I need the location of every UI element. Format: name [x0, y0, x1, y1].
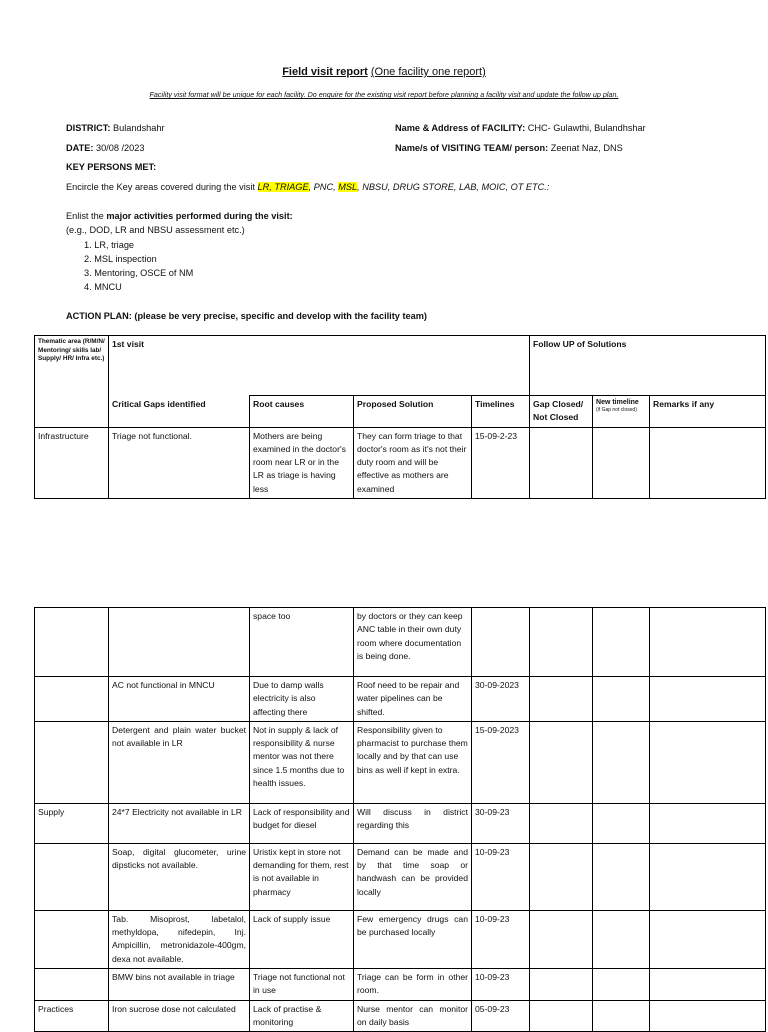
remarks-cell: [650, 910, 766, 968]
title-bold: Field visit report: [282, 66, 368, 78]
thematic-area-cell: [35, 721, 109, 803]
column-header-gaps: Critical Gaps identified: [109, 396, 250, 428]
thematic-area-cell: [35, 969, 109, 1001]
action-plan-heading: ACTION PLAN: (please be very precise, specific and develop with the facility team): [66, 311, 427, 321]
activities-bold: major activities performed during the visit:: [106, 211, 293, 221]
gap-closed-cell: [530, 803, 593, 843]
column-header-timelines: Timelines: [472, 396, 530, 428]
action-plan-table: [34, 335, 766, 499]
new-timeline-cell: [593, 608, 650, 677]
new-timeline-note: (if Gap not closed): [596, 407, 637, 413]
gap-cell: Triage not functional.: [109, 427, 250, 498]
remarks-cell: [650, 1000, 766, 1032]
timeline-cell: 30-09-23: [472, 803, 530, 843]
cause-cell: Triage not functional not in use: [250, 969, 354, 1001]
gap-cell: AC not functional in MNCU: [109, 677, 250, 722]
timeline-cell: [472, 608, 530, 677]
table-row: [35, 910, 766, 968]
activity-item: 1. LR, triage: [84, 240, 135, 250]
column-header-remarks: Remarks if any: [650, 396, 766, 428]
team-label: Name/s of VISITING TEAM/ person:: [395, 143, 549, 153]
team-line: [395, 143, 623, 153]
remarks-cell: [650, 803, 766, 843]
thematic-area-cell: [35, 843, 109, 910]
date-line: [66, 143, 145, 153]
gap-closed-cell: [530, 910, 593, 968]
column-header-gap-closed: Gap Closed/ Not Closed: [530, 396, 593, 428]
facility-label: Name & Address of FACILITY:: [395, 123, 526, 133]
district-line: [66, 123, 165, 133]
remarks-cell: [650, 677, 766, 722]
cause-cell: space too: [250, 608, 354, 677]
solution-cell: Will discuss in district regarding this: [354, 803, 472, 843]
timeline-cell: 10-09-23: [472, 910, 530, 968]
thematic-area-cell: Infrastructure: [35, 427, 109, 498]
key-area-msl: MSL: [338, 182, 358, 192]
table-row: [35, 843, 766, 910]
activities-prefix: Enlist the: [66, 211, 104, 221]
solution-cell: Roof need to be repair and water pipelines can be shifted.: [354, 677, 472, 722]
activity-item: 4. MNCU: [84, 282, 122, 292]
cause-cell: Not in supply & lack of responsibility & nurse mentor was not there since 1.5 months due to health issues.: [250, 721, 354, 803]
gap-closed-cell: [530, 427, 593, 498]
timeline-cell: 15-09-2023: [472, 721, 530, 803]
gap-cell: Detergent and plain water bucket not available in LR: [109, 721, 250, 803]
table-row: [35, 427, 766, 498]
cause-cell: Uristix kept in store not demanding for them, rest is not available in pharmacy: [250, 843, 354, 910]
gap-closed-cell: [530, 1000, 593, 1032]
activity-item: 3. Mentoring, OSCE of NM: [84, 268, 194, 278]
table-row: [35, 1000, 766, 1032]
remarks-cell: [650, 427, 766, 498]
format-note: Facility visit format will be unique for each facility. Do enquire for the existing visit report before planning a facility visit and update the follow up plan.: [149, 90, 619, 99]
table-row: [35, 677, 766, 722]
solution-cell: Demand can be made and by that time soap or handwash can be provided locally: [354, 843, 472, 910]
thematic-area-cell: Supply: [35, 803, 109, 843]
gap-closed-cell: [530, 969, 593, 1001]
gap-cell: Soap, digital glucometer, urine dipsticks not available.: [109, 843, 250, 910]
district-label: DISTRICT:: [66, 123, 111, 133]
remarks-cell: [650, 969, 766, 1001]
facility-value: CHC- Gulawthi, Bulandhshar: [527, 123, 646, 133]
team-value: Zeenat Naz, DNS: [550, 143, 623, 153]
solution-cell: Triage can be form in other room.: [354, 969, 472, 1001]
gap-cell: Tab. Misoprost, labetalol, methyldopa, nifedepin, Inj. Ampicillin, metronidazole-400gm, dexa not available.: [109, 910, 250, 968]
key-area-lr-triage: LR, TRIAGE: [257, 182, 309, 192]
new-timeline-cell: [593, 721, 650, 803]
activities-example: (e.g., DOD, LR and NBSU assessment etc.): [66, 225, 245, 235]
new-timeline-cell: [593, 803, 650, 843]
gap-closed-cell: [530, 677, 593, 722]
cause-cell: Due to damp walls electricity is also affecting there: [250, 677, 354, 722]
cause-cell: Lack of responsibility and budget for diesel: [250, 803, 354, 843]
solution-cell: Few emergency drugs can be purchased locally: [354, 910, 472, 968]
followup-header: Follow UP of Solutions: [530, 336, 766, 396]
gap-cell: BMW bins not available in triage: [109, 969, 250, 1001]
thematic-area-cell: Practices: [35, 1000, 109, 1032]
thematic-area-header: Thematic area (R/M/N/ Mentoring/ skills lab/ Supply/ HR/ Infra etc.): [35, 336, 109, 428]
solution-cell: Responsibility given to pharmacist to purchase them locally and by that can use bins as well if kept in extra.: [354, 721, 472, 803]
table-row: [35, 608, 766, 677]
key-persons-label: KEY PERSONS MET:: [66, 162, 157, 172]
report-title: [0, 66, 768, 78]
thematic-area-cell: [35, 910, 109, 968]
remarks-cell: [650, 721, 766, 803]
gap-closed-cell: [530, 721, 593, 803]
timeline-cell: 15-09-2-23: [472, 427, 530, 498]
activity-item: 2. MSL inspection: [84, 254, 157, 264]
column-header-solution: Proposed Solution: [354, 396, 472, 428]
key-area-pnc: , PNC,: [308, 182, 339, 192]
facility-line: [395, 123, 646, 133]
new-timeline-cell: [593, 843, 650, 910]
new-timeline-cell: [593, 427, 650, 498]
first-visit-header: 1st visit: [109, 336, 530, 396]
cause-cell: Lack of supply issue: [250, 910, 354, 968]
title-subtitle: (One facility one report): [370, 66, 486, 78]
new-timeline-cell: [593, 969, 650, 1001]
action-plan-table-continued: [34, 607, 766, 1032]
timeline-cell: 10-09-23: [472, 843, 530, 910]
table-row: [35, 803, 766, 843]
table-row: [35, 969, 766, 1001]
cause-cell: Mothers are being examined in the doctor's room near LR or in the LR as triage is having less: [250, 427, 354, 498]
solution-cell: Nurse mentor can monitor on daily basis: [354, 1000, 472, 1032]
district-value: Bulandshahr: [112, 123, 165, 133]
column-header-causes: Root causes: [250, 396, 354, 428]
key-area-rest: , NBSU, DRUG STORE, LAB, MOIC, OT ETC.:: [357, 182, 550, 192]
gap-cell: 24*7 Electricity not available in LR: [109, 803, 250, 843]
gap-cell: [109, 608, 250, 677]
new-timeline-label: New timeline: [596, 399, 639, 406]
gap-closed-cell: [530, 608, 593, 677]
thematic-area-cell: [35, 677, 109, 722]
column-header-new-timeline: [593, 396, 650, 428]
thematic-area-cell: [35, 608, 109, 677]
timeline-cell: 30-09-2023: [472, 677, 530, 722]
remarks-cell: [650, 608, 766, 677]
remarks-cell: [650, 843, 766, 910]
new-timeline-cell: [593, 677, 650, 722]
key-areas-prefix: Encircle the Key areas covered during the visit: [66, 182, 255, 192]
cause-cell: Lack of practise & monitoring: [250, 1000, 354, 1032]
table-row: [35, 721, 766, 803]
new-timeline-cell: [593, 910, 650, 968]
date-value: 30/08 /2023: [95, 143, 145, 153]
date-label: DATE:: [66, 143, 94, 153]
new-timeline-cell: [593, 1000, 650, 1032]
timeline-cell: 05-09-23: [472, 1000, 530, 1032]
activities-label: [66, 211, 293, 221]
gap-cell: Iron sucrose dose not calculated: [109, 1000, 250, 1032]
gap-closed-cell: [530, 843, 593, 910]
key-areas-line: [66, 182, 549, 192]
solution-cell: by doctors or they can keep ANC table in their own duty room where documentation is being done.: [354, 608, 472, 677]
timeline-cell: 10-09-23: [472, 969, 530, 1001]
solution-cell: They can form triage to that doctor's room as it's not their duty room and will be effective as mothers are examined: [354, 427, 472, 498]
